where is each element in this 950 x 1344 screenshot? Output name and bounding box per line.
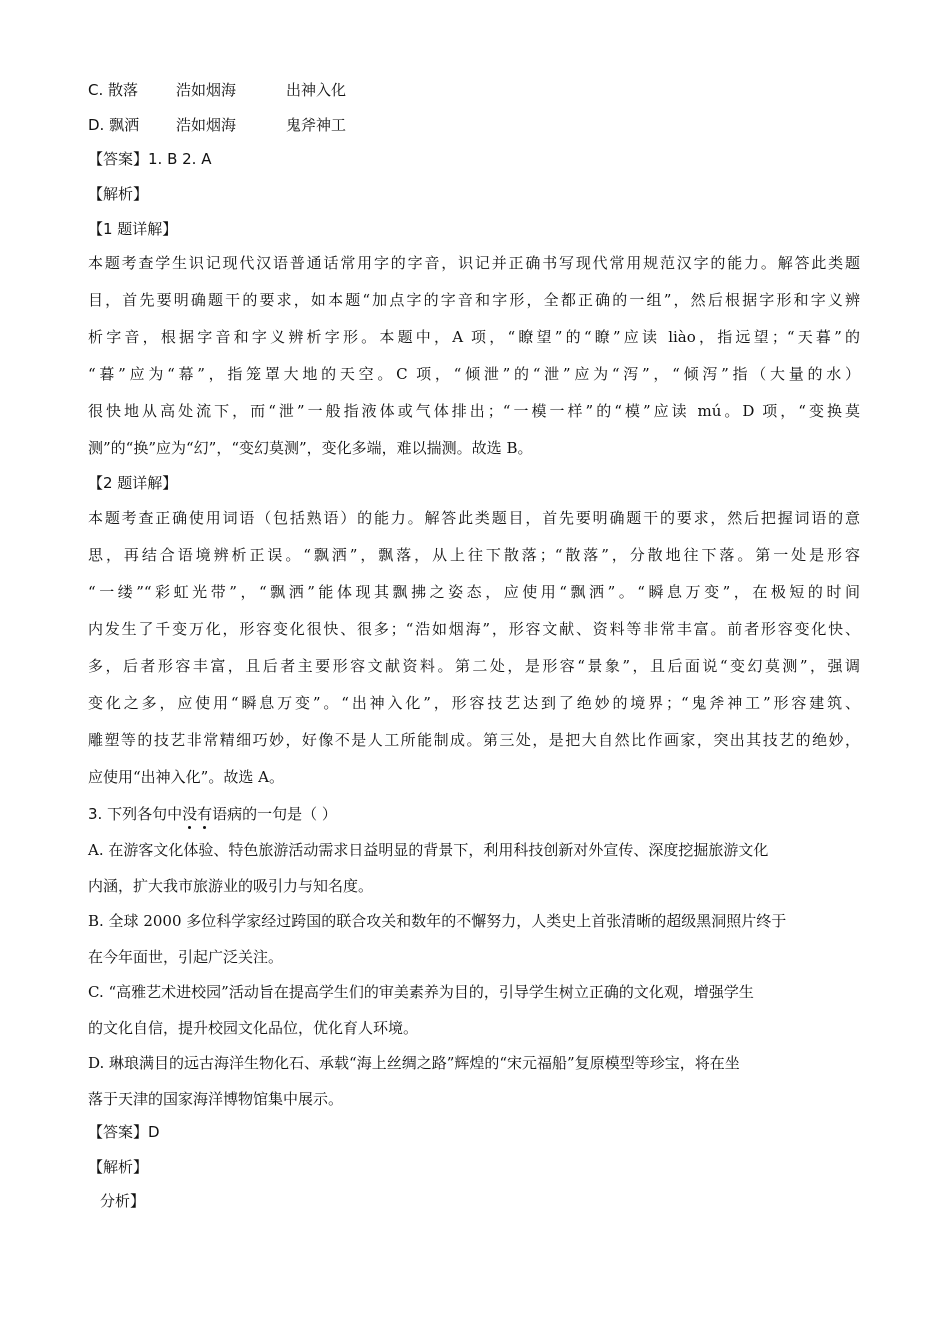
paragraph-line: 雕塑等的技艺非常精细巧妙，好像不是人工所能制成。第三处，是把大自然比作画家，突出其技艺的绝妙， (88, 731, 860, 749)
analysis-heading: 【解析】 (88, 185, 149, 203)
question-prefix: 3. 下列各句中 (88, 805, 183, 823)
option-b-line1: B. 全球 2000 多位科学家经过跨国的联合攻关和数年的不懈努力，人类史上首张清晰的超级黑洞照片终于 (88, 912, 787, 930)
option-word: 出神入化 (286, 81, 347, 99)
option-a-line1: A. 在游客文化体验、特色旅游活动需求日益明显的背景下，利用科技创新对外宣传、深度挖掘旅游文化 (88, 841, 769, 859)
paragraph-line: 析字音，根据字音和字义辨析字形。本题中，A 项，“瞭望”的“瞭”应读 liào，指远望；“天暮”的 (88, 328, 860, 346)
detail-heading: 【1 题详解】 (88, 220, 178, 238)
paragraph-line: 变化之多，应使用“瞬息万变”。“出神入化”，形容技艺达到了绝妙的境界；“鬼斧神工”形容建筑、 (88, 694, 860, 712)
option-d-line1: D. 琳琅满目的远古海洋生物化石、承载“海上丝绸之路”辉煌的“宋元福船”复原模型等珍宝，将在坐 (88, 1054, 740, 1072)
answer-line: 【答案】D (88, 1123, 160, 1141)
option-d-line2: 落于天津的国家海洋博物馆集中展示。 (88, 1090, 344, 1108)
paragraph-line: 思，再结合语境辨析正误。“飘洒”，飘落，从上往下散落；“散落”，分散地往下落。第一处是形容 (88, 546, 860, 564)
option-word: 浩如烟海 (176, 81, 237, 99)
paragraph-line: 测”的“换”应为“幻”，“变幻莫测”，变化多端，难以揣测。故选 B。 (88, 439, 533, 457)
option-a-line2: 内涵，扩大我市旅游业的吸引力与知名度。 (88, 877, 374, 895)
paragraph-line: “暮”应为“幕”，指笼罩大地的天空。C 项，“倾泄”的“泄”应为“泻”，“倾泻”指（大量的水） (88, 365, 860, 383)
emphasis-dot-char: 有 (197, 805, 213, 823)
option-c-line1: C. “高雅艺术进校园”活动旨在提高学生们的审美素养为目的，引导学生树立正确的文化观，增强学生 (88, 983, 754, 1001)
paragraph-line: 应使用“出神入化”。故选 A。 (88, 768, 284, 786)
analysis-heading: 【解析】 (88, 1158, 149, 1176)
question-3-stem (88, 804, 337, 824)
option-c-prev (88, 80, 346, 100)
answer-line: 【答案】1. B 2. A (88, 150, 212, 168)
paragraph-line: 多，后者形容丰富，且后者主要形容文献资料。第二处，是形容“景象”，且后面说“变幻莫测”，强调 (88, 657, 860, 675)
paragraph-line: 本题考查学生识记现代汉语普通话常用字的字音，识记并正确书写现代常用规范汉字的能力。解答此类题 (88, 254, 860, 272)
emphasis-dot-char: 没 (182, 805, 198, 823)
option-word: 鬼斧神工 (286, 116, 347, 134)
option-c-line2: 的文化自信，提升校园文化品位，优化育人环境。 (88, 1019, 419, 1037)
paragraph-line: 本题考查正确使用词语（包括熟语）的能力。解答此类题目，首先要明确题干的要求，然后把握词语的意 (88, 509, 860, 527)
question-suffix: 语病的一句是（ ） (212, 805, 337, 823)
analysis-subheading: 分析】 (100, 1192, 146, 1210)
option-d-prev (88, 115, 346, 135)
paragraph-line: 目，首先要明确题干的要求，如本题“加点字的字音和字形，全都正确的一组”，然后根据字形和字义辨 (88, 291, 860, 309)
paragraph-line: 内发生了千变万化，形容变化很快、很多；“浩如烟海”，形容文献、资料等非常丰富。前者形容变化快、 (88, 620, 860, 638)
paragraph-line: “一缕”“彩虹光带”，“飘洒”能体现其飘拂之姿态，应使用“飘洒”。“瞬息万变”，在极短的时间 (88, 583, 860, 601)
option-label: D. 飘洒 (88, 116, 140, 134)
detail-heading: 【2 题详解】 (88, 474, 178, 492)
option-b-line2: 在今年面世，引起广泛关注。 (88, 948, 284, 966)
paragraph-line: 很快地从高处流下，而“泄”一般指液体或气体排出；“一模一样”的“模”应读 mú。D 项，“变换莫 (88, 402, 860, 420)
option-label: C. 散落 (88, 81, 139, 99)
option-word: 浩如烟海 (176, 116, 237, 134)
